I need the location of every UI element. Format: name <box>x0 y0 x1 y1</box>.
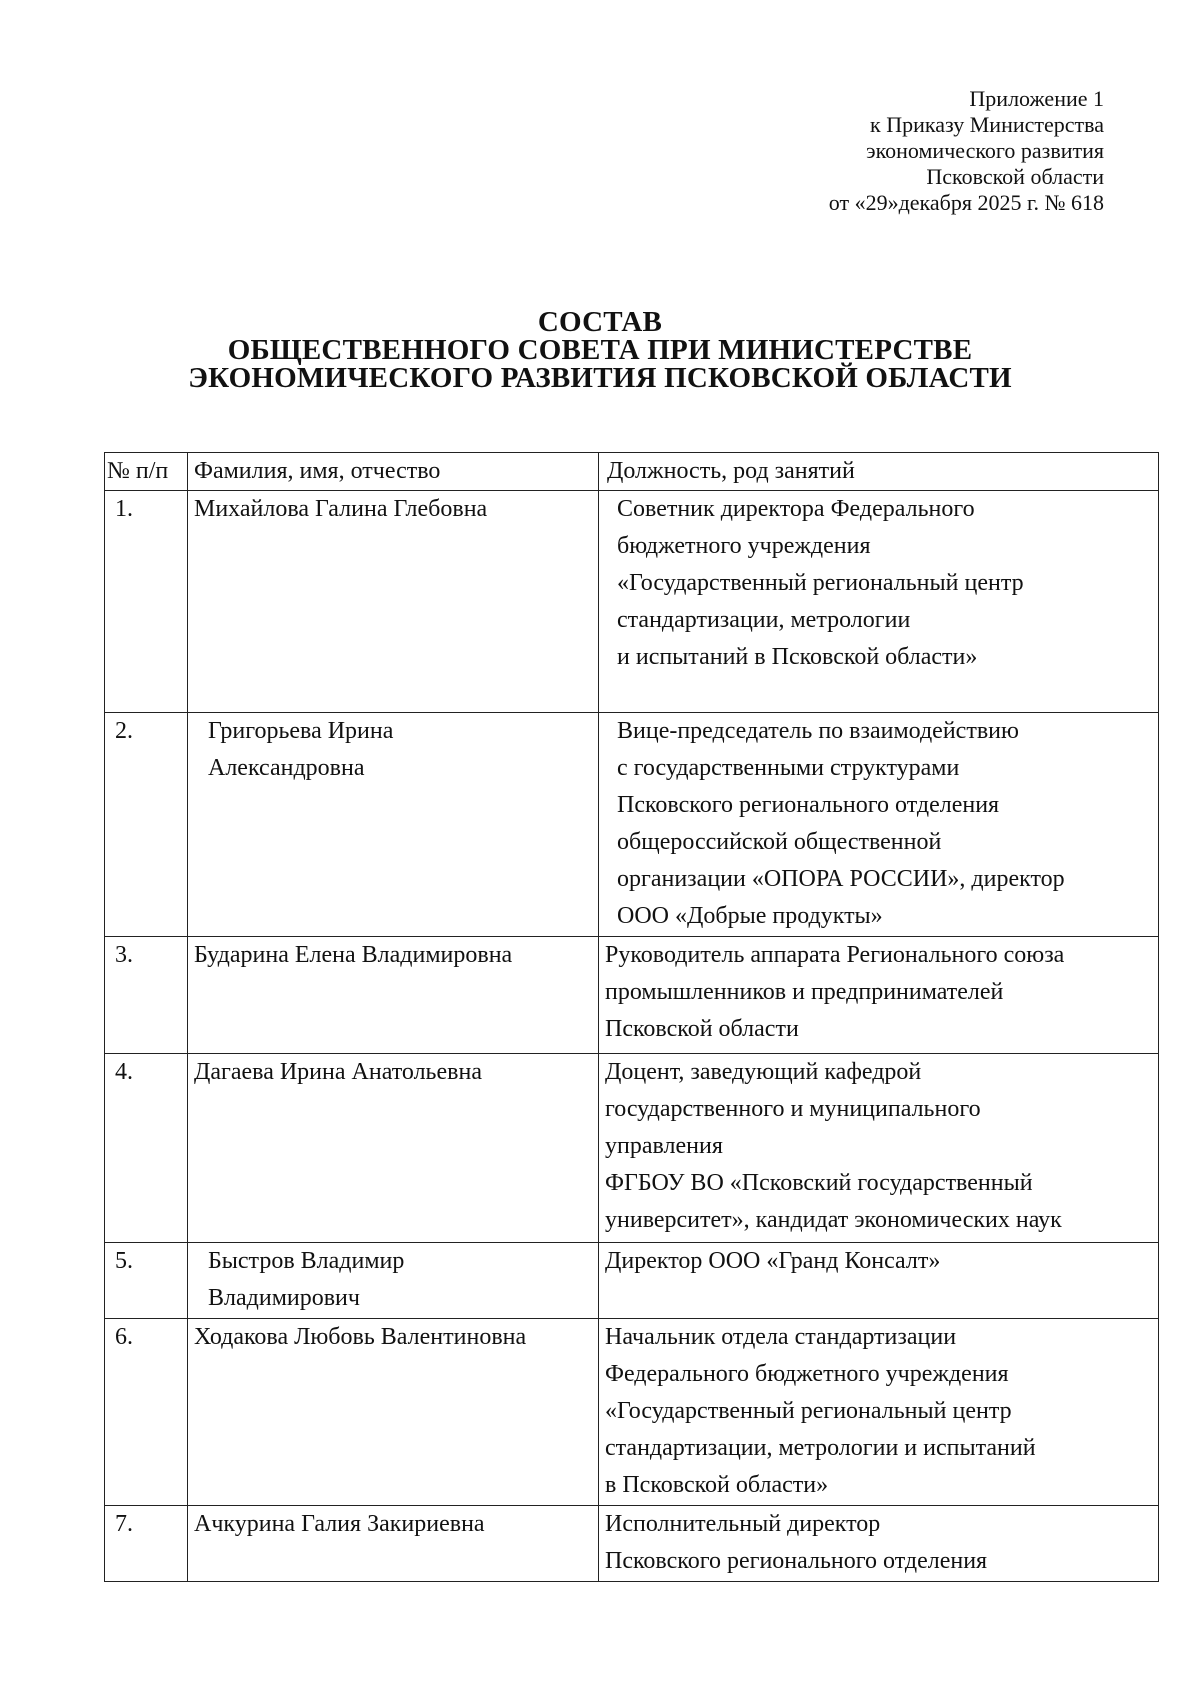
table-row <box>105 713 1159 937</box>
name-line: Ачкурина Галия Закириевна <box>194 1511 485 1537</box>
table-row <box>105 1054 1159 1243</box>
position-line: организации «ОПОРА РОССИИ», директор <box>617 866 1065 892</box>
position-line: Советник директора Федерального <box>617 496 975 522</box>
name-line: Ходакова Любовь Валентиновна <box>194 1324 527 1350</box>
table-row <box>105 1319 1159 1506</box>
member-position <box>599 1319 1159 1506</box>
position-line: управления <box>605 1133 723 1159</box>
member-position <box>599 1243 1159 1319</box>
title-line: ЭКОНОМИЧЕСКОГО РАЗВИТИЯ ПСКОВСКОЙ ОБЛАСТИ <box>188 362 1012 394</box>
row-number: 4. <box>105 1054 188 1243</box>
position-line: стандартизации, метрологии и испытаний <box>605 1435 1036 1461</box>
document-title <box>0 308 1200 392</box>
appendix-line: экономического развития <box>866 138 1104 163</box>
header-position: Должность, род занятий <box>599 453 1159 491</box>
position-line: государственного и муниципального <box>605 1096 981 1122</box>
table-row <box>105 1243 1159 1319</box>
position-line: ООО «Добрые продукты» <box>617 903 883 929</box>
position-line: университет», кандидат экономических наук <box>605 1207 1062 1233</box>
header-number: № п/п <box>105 453 188 491</box>
position-line: ФГБОУ ВО «Псковский государственный <box>605 1170 1033 1196</box>
name-line: Дагаева Ирина Анатольевна <box>194 1059 482 1085</box>
position-line: бюджетного учреждения <box>617 533 871 559</box>
appendix-line: к Приказу Министерства <box>870 112 1104 137</box>
row-number: 5. <box>105 1243 188 1319</box>
position-line: Начальник отдела стандартизации <box>605 1324 957 1350</box>
position-line: Псковского регионального отделения <box>605 1548 988 1574</box>
row-number: 3. <box>105 937 188 1054</box>
name-line: Григорьева Ирина <box>208 718 394 744</box>
position-line: общероссийской общественной <box>617 829 942 855</box>
member-name <box>188 937 599 1054</box>
position-line: Исполнительный директор <box>605 1511 881 1537</box>
member-position <box>599 491 1159 713</box>
position-line: «Государственный региональный центр <box>605 1398 1012 1424</box>
appendix-header <box>829 86 1104 216</box>
position-line: Псковского регионального отделения <box>617 792 1000 818</box>
position-line: Федерального бюджетного учреждения <box>605 1361 1009 1387</box>
member-name <box>188 713 599 937</box>
member-position <box>599 713 1159 937</box>
appendix-line: Приложение 1 <box>969 86 1104 111</box>
member-name <box>188 1243 599 1319</box>
table-row <box>105 1506 1159 1582</box>
member-name <box>188 1319 599 1506</box>
member-position <box>599 937 1159 1054</box>
name-line: Александровна <box>208 755 365 781</box>
member-name <box>188 491 599 713</box>
name-line: Быстров Владимир <box>208 1248 405 1274</box>
table-row <box>105 937 1159 1054</box>
position-line: стандартизации, метрологии <box>617 607 911 633</box>
appendix-line: Псковской области <box>926 164 1104 189</box>
position-line: Руководитель аппарата Регионального союза <box>605 942 1065 968</box>
table-header-row <box>105 453 1159 491</box>
table-row <box>105 491 1159 713</box>
position-line: Доцент, заведующий кафедрой <box>605 1059 922 1085</box>
name-line: Владимирович <box>208 1285 360 1311</box>
member-name <box>188 1506 599 1582</box>
row-number: 7. <box>105 1506 188 1582</box>
members-table <box>104 452 1159 1582</box>
row-number: 1. <box>105 491 188 713</box>
title-line: ОБЩЕСТВЕННОГО СОВЕТА ПРИ МИНИСТЕРСТВЕ <box>227 334 973 366</box>
position-line: «Государственный региональный центр <box>617 570 1024 596</box>
appendix-line: от «29»декабря 2025 г. № 618 <box>828 190 1104 215</box>
header-name: Фамилия, имя, отчество <box>188 453 599 491</box>
position-line: с государственными структурами <box>617 755 960 781</box>
member-name <box>188 1054 599 1243</box>
position-line: Псковской области <box>605 1016 799 1042</box>
name-line: Михайлова Галина Глебовна <box>194 496 488 522</box>
row-number: 2. <box>105 713 188 937</box>
position-line: в Псковской области» <box>605 1472 829 1498</box>
name-line: Бударина Елена Владимировна <box>194 942 513 968</box>
member-position <box>599 1054 1159 1243</box>
position-line: Директор ООО «Гранд Консалт» <box>605 1248 941 1274</box>
member-position <box>599 1506 1159 1582</box>
title-line: СОСТАВ <box>537 306 663 338</box>
position-line: Вице-председатель по взаимодействию <box>617 718 1019 744</box>
position-line: и испытаний в Псковской области» <box>617 644 978 670</box>
row-number: 6. <box>105 1319 188 1506</box>
position-line: промышленников и предпринимателей <box>605 979 1004 1005</box>
